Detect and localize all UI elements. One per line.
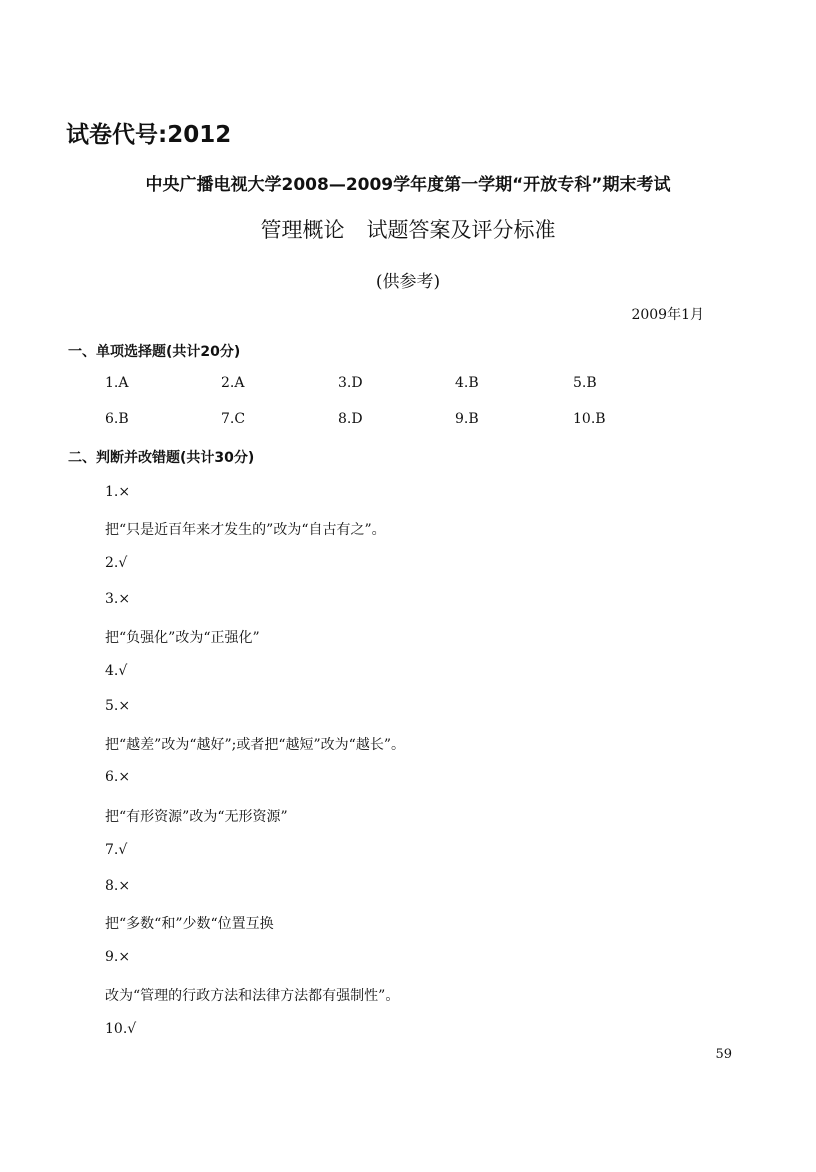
- mc-answer: 4.B: [455, 375, 479, 391]
- section-heading-multiple-choice: 一、单项选择题(共计20分): [68, 344, 241, 360]
- mc-answer: 9.B: [455, 411, 479, 427]
- section-heading-true-false: 二、判断并改错题(共计30分): [68, 450, 255, 466]
- answer-key-title: 试题答案及评分标准: [366, 218, 556, 242]
- tf-answer-mark: 9.×: [105, 949, 131, 965]
- tf-correction: 把“负强化”改为“正强化”: [105, 630, 260, 646]
- tf-answer-mark: 1.×: [105, 484, 131, 500]
- tf-correction: 把“有形资源”改为“无形资源”: [105, 809, 288, 825]
- mc-answer: 2.A: [221, 375, 245, 391]
- reference-note: (供参考): [375, 272, 441, 292]
- paper-code: 试卷代号:2012: [66, 122, 232, 148]
- tf-correction: 把“越差”改为“越好”;或者把“越短”改为“越长”。: [105, 737, 405, 753]
- mc-answer: 10.B: [573, 411, 606, 427]
- tf-answer-mark: 8.×: [105, 878, 131, 894]
- document-title: [0, 214, 816, 244]
- tf-correction: 把“多数“和”少数“位置互换: [105, 916, 274, 932]
- mc-answer: 7.C: [221, 411, 246, 427]
- tf-answer-mark: 2.√: [105, 555, 128, 571]
- tf-answer-mark: 10.√: [105, 1021, 137, 1037]
- mc-answer: 3.D: [338, 375, 363, 391]
- mc-answer: 1.A: [105, 375, 129, 391]
- tf-answer-mark: 6.×: [105, 769, 131, 785]
- tf-answer-mark: 7.√: [105, 842, 128, 858]
- tf-answer-mark: 5.×: [105, 698, 131, 714]
- tf-correction: 改为“管理的行政方法和法律方法都有强制性”。: [105, 988, 400, 1004]
- exam-title: 中央广播电视大学2008—2009学年度第一学期“开放专科”期末考试: [145, 175, 671, 195]
- page-number: 59: [715, 1047, 732, 1062]
- course-name: 管理概论: [260, 218, 345, 242]
- tf-answer-mark: 3.×: [105, 591, 131, 607]
- mc-answer: 8.D: [338, 411, 363, 427]
- mc-answer: 6.B: [105, 411, 129, 427]
- mc-answer: 5.B: [573, 375, 597, 391]
- tf-answer-mark: 4.√: [105, 663, 128, 679]
- tf-correction: 把“只是近百年来才发生的”改为“自古有之”。: [105, 522, 386, 538]
- exam-date: 2009年1月: [631, 307, 704, 323]
